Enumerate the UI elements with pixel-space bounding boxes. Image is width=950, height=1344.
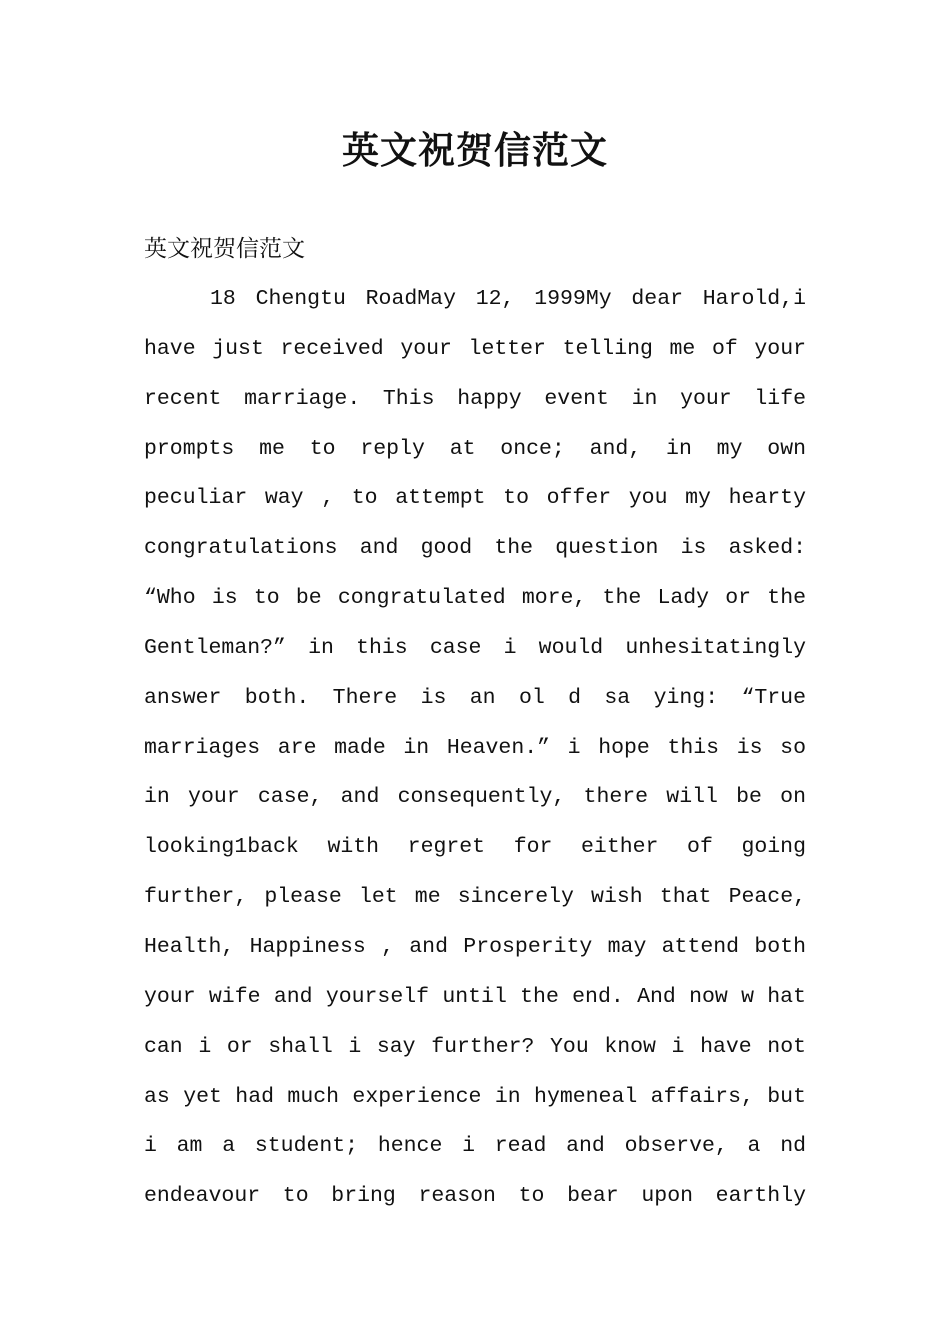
body-line: in your case, and consequently, there will be on	[144, 785, 806, 810]
body-line: i am a student; hence i read and observe, a nd	[144, 1134, 806, 1159]
body-line: as yet had much experience in hymeneal affairs, but	[144, 1084, 806, 1109]
body-line: prompts me to reply at once; and, in my own	[144, 436, 806, 461]
body-line: have just received your letter telling me of your	[144, 336, 806, 361]
body-line: recent marriage. This happy event in your life	[144, 386, 806, 411]
body-line: can i or shall i say further? You know i have not	[144, 1034, 806, 1059]
body-line: answer both. There is an ol d sa ying: “True	[144, 685, 806, 710]
body-line: congratulations and good the question is asked:	[144, 536, 806, 561]
letter-body	[144, 280, 806, 1227]
body-line: further, please let me sincerely wish that Peace,	[144, 885, 806, 910]
document-title: 英文祝贺信范文	[342, 129, 608, 172]
body-line: your wife and yourself until the end. And now w hat	[144, 984, 806, 1009]
body-line: Gentleman?” in this case i would unhesitatingly	[144, 635, 806, 660]
document-subtitle: 英文祝贺信范文	[144, 236, 305, 262]
body-line: Health, Happiness , and Prosperity may attend both	[144, 934, 806, 959]
body-line: peculiar way , to attempt to offer you my hearty	[144, 486, 806, 511]
body-line: endeavour to bring reason to bear upon earthly	[144, 1184, 806, 1209]
body-line: marriages are made in Heaven.” i hope this is so	[144, 735, 806, 760]
body-line: “Who is to be congratulated more, the Lady or the	[144, 586, 806, 611]
body-line: 18 Chengtu RoadMay 12, 1999My dear Harold,i	[210, 287, 806, 311]
body-line: looking1back with regret for either of going	[144, 835, 806, 860]
